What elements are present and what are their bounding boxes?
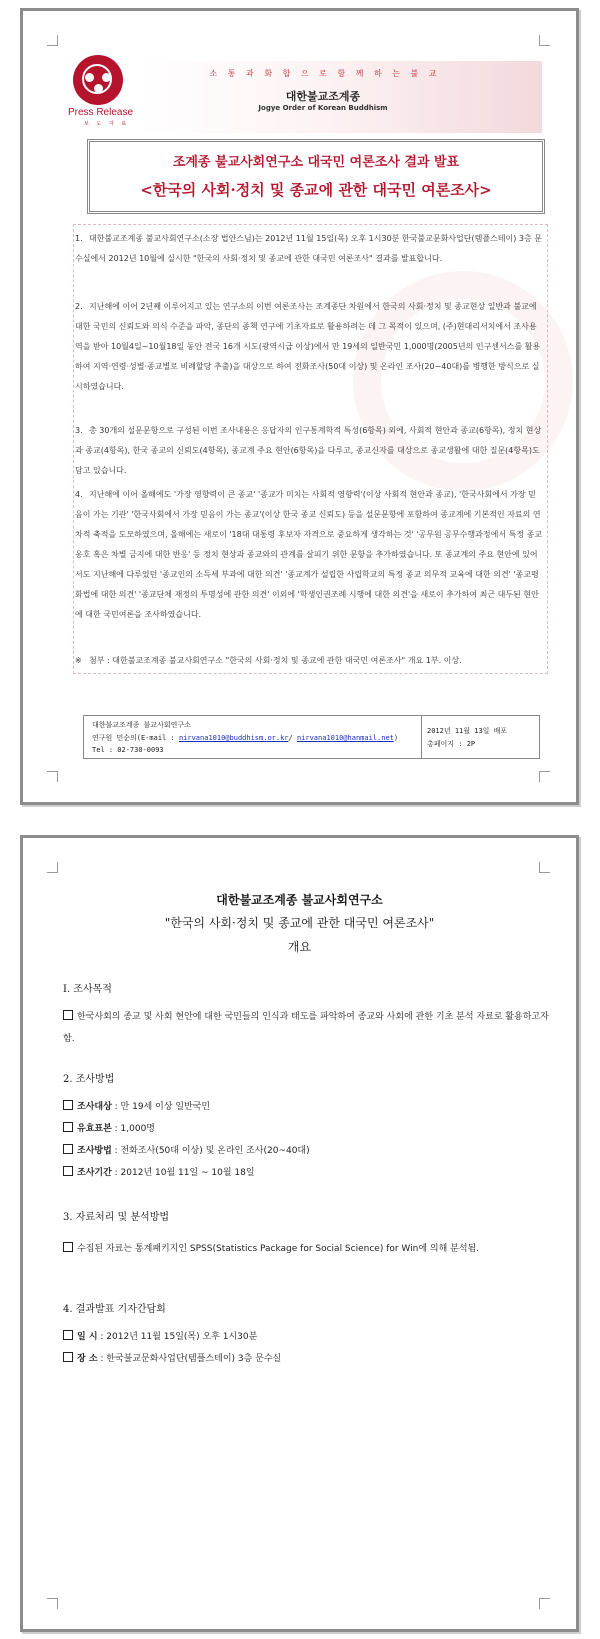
jogye-logo-icon [73, 55, 123, 105]
checkbox-icon [63, 1330, 73, 1340]
slogan: 소 통 과 화 합 으 로 함 께 하 는 불 교 [209, 69, 441, 78]
checkbox-icon [63, 1100, 73, 1110]
paragraph-text: 지난해에 이어 2년째 이루어지고 있는 연구소의 이번 여론조사는 조계종단 차원에서 한국의 사회·정치 및 종교현상 일반과 불교에 대한 국민의 신뢰도와 의식 수준을 파악, 종단의 종책 연구에 기초자료로 활용하려는 데 그 목적이 있으며, (주)현대리서치에서 조사용역을 받아 10월4일~10월18일 동안 전국 16개 시도(광역시급 이상)에서 만 19세의 일반국민 1,000명(2005년의 인구센서스를 활용하여 지역·연령·성별·종교별로 비례할당 추출)을 대상으로 하여 전화조사(50대 이상) 및 온라인 조사(20~40대)를 병행한 방식으로 실시하였습니다. [75, 302, 541, 391]
section-purpose: I. 조사목적 [63, 984, 112, 995]
overview-title: "한국의 사회·정치 및 종교에 관한 대국민 여론조사" [164, 916, 435, 930]
purpose-item [63, 1006, 553, 1050]
crop-mark [539, 862, 550, 873]
email-link-1[interactable]: nirvana1010@buddhism.or.kr [178, 734, 289, 742]
method-item: 조사대상 : 만 19세 이상 일반국민 [63, 1096, 553, 1118]
paragraph-number: 2. [75, 302, 83, 311]
contact-tel: Tel : 02-730-0093 [92, 746, 164, 754]
paragraph-4 [75, 485, 543, 625]
press-item: 장 소 : 한국불교문화사업단(템플스테이) 3층 문수실 [63, 1348, 553, 1370]
paragraph-number: 1. [75, 234, 83, 243]
page-count: 총페이지 : 2P [427, 740, 476, 748]
paragraph-text: 대한불교조계종 불교사회연구소(소장 법안스님)는 2012년 11월 15일(목) 오후 1시30분 한국불교문화사업단(템플스테이) 3층 문수실에서 2012년 10월에 실시한 "한국의 사회·정치 및 종교에 관한 대국민 여론조사" 결과를 발표합니다. [75, 234, 542, 263]
method-item: 조사방법 : 전화조사(50대 이상) 및 온라인 조사(20~40대) [63, 1140, 553, 1162]
analysis-text: 수집된 자료는 통계패키지인 SPSS(Statistics Package for Social Science) for Win에 의해 분석됨. [77, 1244, 480, 1254]
overview-heading: 개요 [287, 940, 312, 954]
attachment-note [75, 651, 543, 671]
section-press: 4. 결과발표 기자간담회 [63, 1304, 166, 1315]
org-name: 대한불교조계종 [285, 90, 361, 103]
survey-title: <한국의 사회·정치 및 종교에 관한 대국민 여론조사> [140, 181, 492, 199]
crop-mark [47, 771, 58, 782]
crop-mark [47, 1598, 58, 1609]
contact-researcher: 연구원 민순의(E-mail : nirvana1010@buddhism.or.kr/ nirvana1010@hanmail.net) [92, 734, 399, 742]
checkbox-icon [63, 1010, 73, 1020]
overview-page-2 [20, 835, 579, 1632]
crop-mark [539, 771, 550, 782]
press-release-page-1 [20, 8, 579, 805]
paragraph-text: 지난해에 이어 올해에도 '가장 영향력이 큰 종교' '종교가 미치는 사회적 영향력'(이상 사회적 현안과 종교), '한국사회에서 가장 믿음이 가는 기관' '한국사회에서 가장 믿음이 가는 종교'(이상 한국 종교 신뢰도) 등을 설문문항에 포함하여 종교계에 기본적인 자료의 연차적 축적을 도모하였으며, 올해에는 새로이 '18대 대통령 후보자 자격으로 중요하게 생각하는 것' '공무원 공무수행과정에서 특정 종교 옹호 혹은 차별 금지에 대한 반응' 등 정치 현상과 종교와의 관계를 살피기 위한 문항을 추가하였습니다. 또 종교계의 주요 현안에 있어서도 지난해에 다루었던 '종교인의 소득세 부과에 대한 의견' '종교계가 설립한 사립학교의 특정 종교 의무적 교육에 대한 의견' '종교평화법에 대한 의견' '종교단체 재정의 투명성에 관한 의견' 이외에 '학생인권조례 시행에 대한 의견'을 새로이 추가하여 최근 대두된 현안에 대한 국민여론을 조사하였습니다. [75, 490, 543, 619]
section-analysis: 3. 자료처리 및 분석방법 [63, 1212, 170, 1223]
crop-mark [47, 862, 58, 873]
contact-org: 대한불교조계종 불교사회연구소 [92, 721, 191, 729]
paragraph-3 [75, 421, 543, 481]
crop-mark [539, 1598, 550, 1609]
press-item: 일 시 : 2012년 11월 15일(목) 오후 1시30분 [63, 1326, 553, 1348]
method-item: 조사기간 : 2012년 10월 11일 ~ 10월 18일 [63, 1162, 553, 1184]
paragraph-2 [75, 297, 543, 397]
purpose-text: 한국사회의 종교 및 사회 현안에 대한 국민들의 인식과 태도를 파악하여 종교와 사회에 관한 기초 분석 자료로 활용하고자 함. [63, 1012, 549, 1044]
title-box [87, 139, 545, 214]
press-release-label: Press Release [68, 107, 134, 118]
method-item: 유효표본 : 1,000명 [63, 1118, 553, 1140]
paragraph-number: 4. [75, 490, 83, 499]
checkbox-icon [63, 1144, 73, 1154]
release-title: 조계종 불교사회연구소 대국민 여론조사 결과 발표 [172, 155, 460, 170]
overview-org: 대한불교조계종 불교사회연구소 [216, 893, 383, 907]
paragraph-1 [75, 229, 543, 269]
email-link-2[interactable]: nirvana1010@hanmail.net [296, 734, 394, 742]
note-mark: ※ [75, 656, 82, 665]
attachment-text: 첨부 : 대한불교조계종 불교사회연구소 "한국의 사회·정치 및 종교에 관한 대국민 여론조사" 개요 1부. 이상. [89, 656, 462, 665]
analysis-item [63, 1238, 553, 1260]
crop-mark [539, 35, 550, 46]
checkbox-icon [63, 1352, 73, 1362]
paragraph-number: 3. [75, 426, 83, 435]
section-method: 2. 조사방법 [63, 1074, 115, 1085]
release-date: 2012년 11월 13일 배포 [427, 727, 508, 735]
checkbox-icon [63, 1122, 73, 1132]
checkbox-icon [63, 1242, 73, 1252]
contact-box [83, 715, 540, 759]
org-name-en: Jogye Order of Korean Buddhism [258, 104, 388, 112]
divider [421, 716, 422, 758]
checkbox-icon [63, 1166, 73, 1176]
paragraph-text: 총 30개의 설문문항으로 구성된 이번 조사내용은 응답자의 인구통계학적 특성(6항목) 외에, 사회적 현안과 종교(6항목), 정치 현상과 종교(4항목), 한국 종교의 신뢰도(4항목), 종교계 주요 현안(6항목)을 다루고, 종교신자를 대상으로 종교생활에 대한 질문(4항목)도 담고 있습니다. [75, 426, 542, 475]
press-release-sublabel: 보 도 자 료 [84, 121, 130, 127]
crop-mark [47, 35, 58, 46]
